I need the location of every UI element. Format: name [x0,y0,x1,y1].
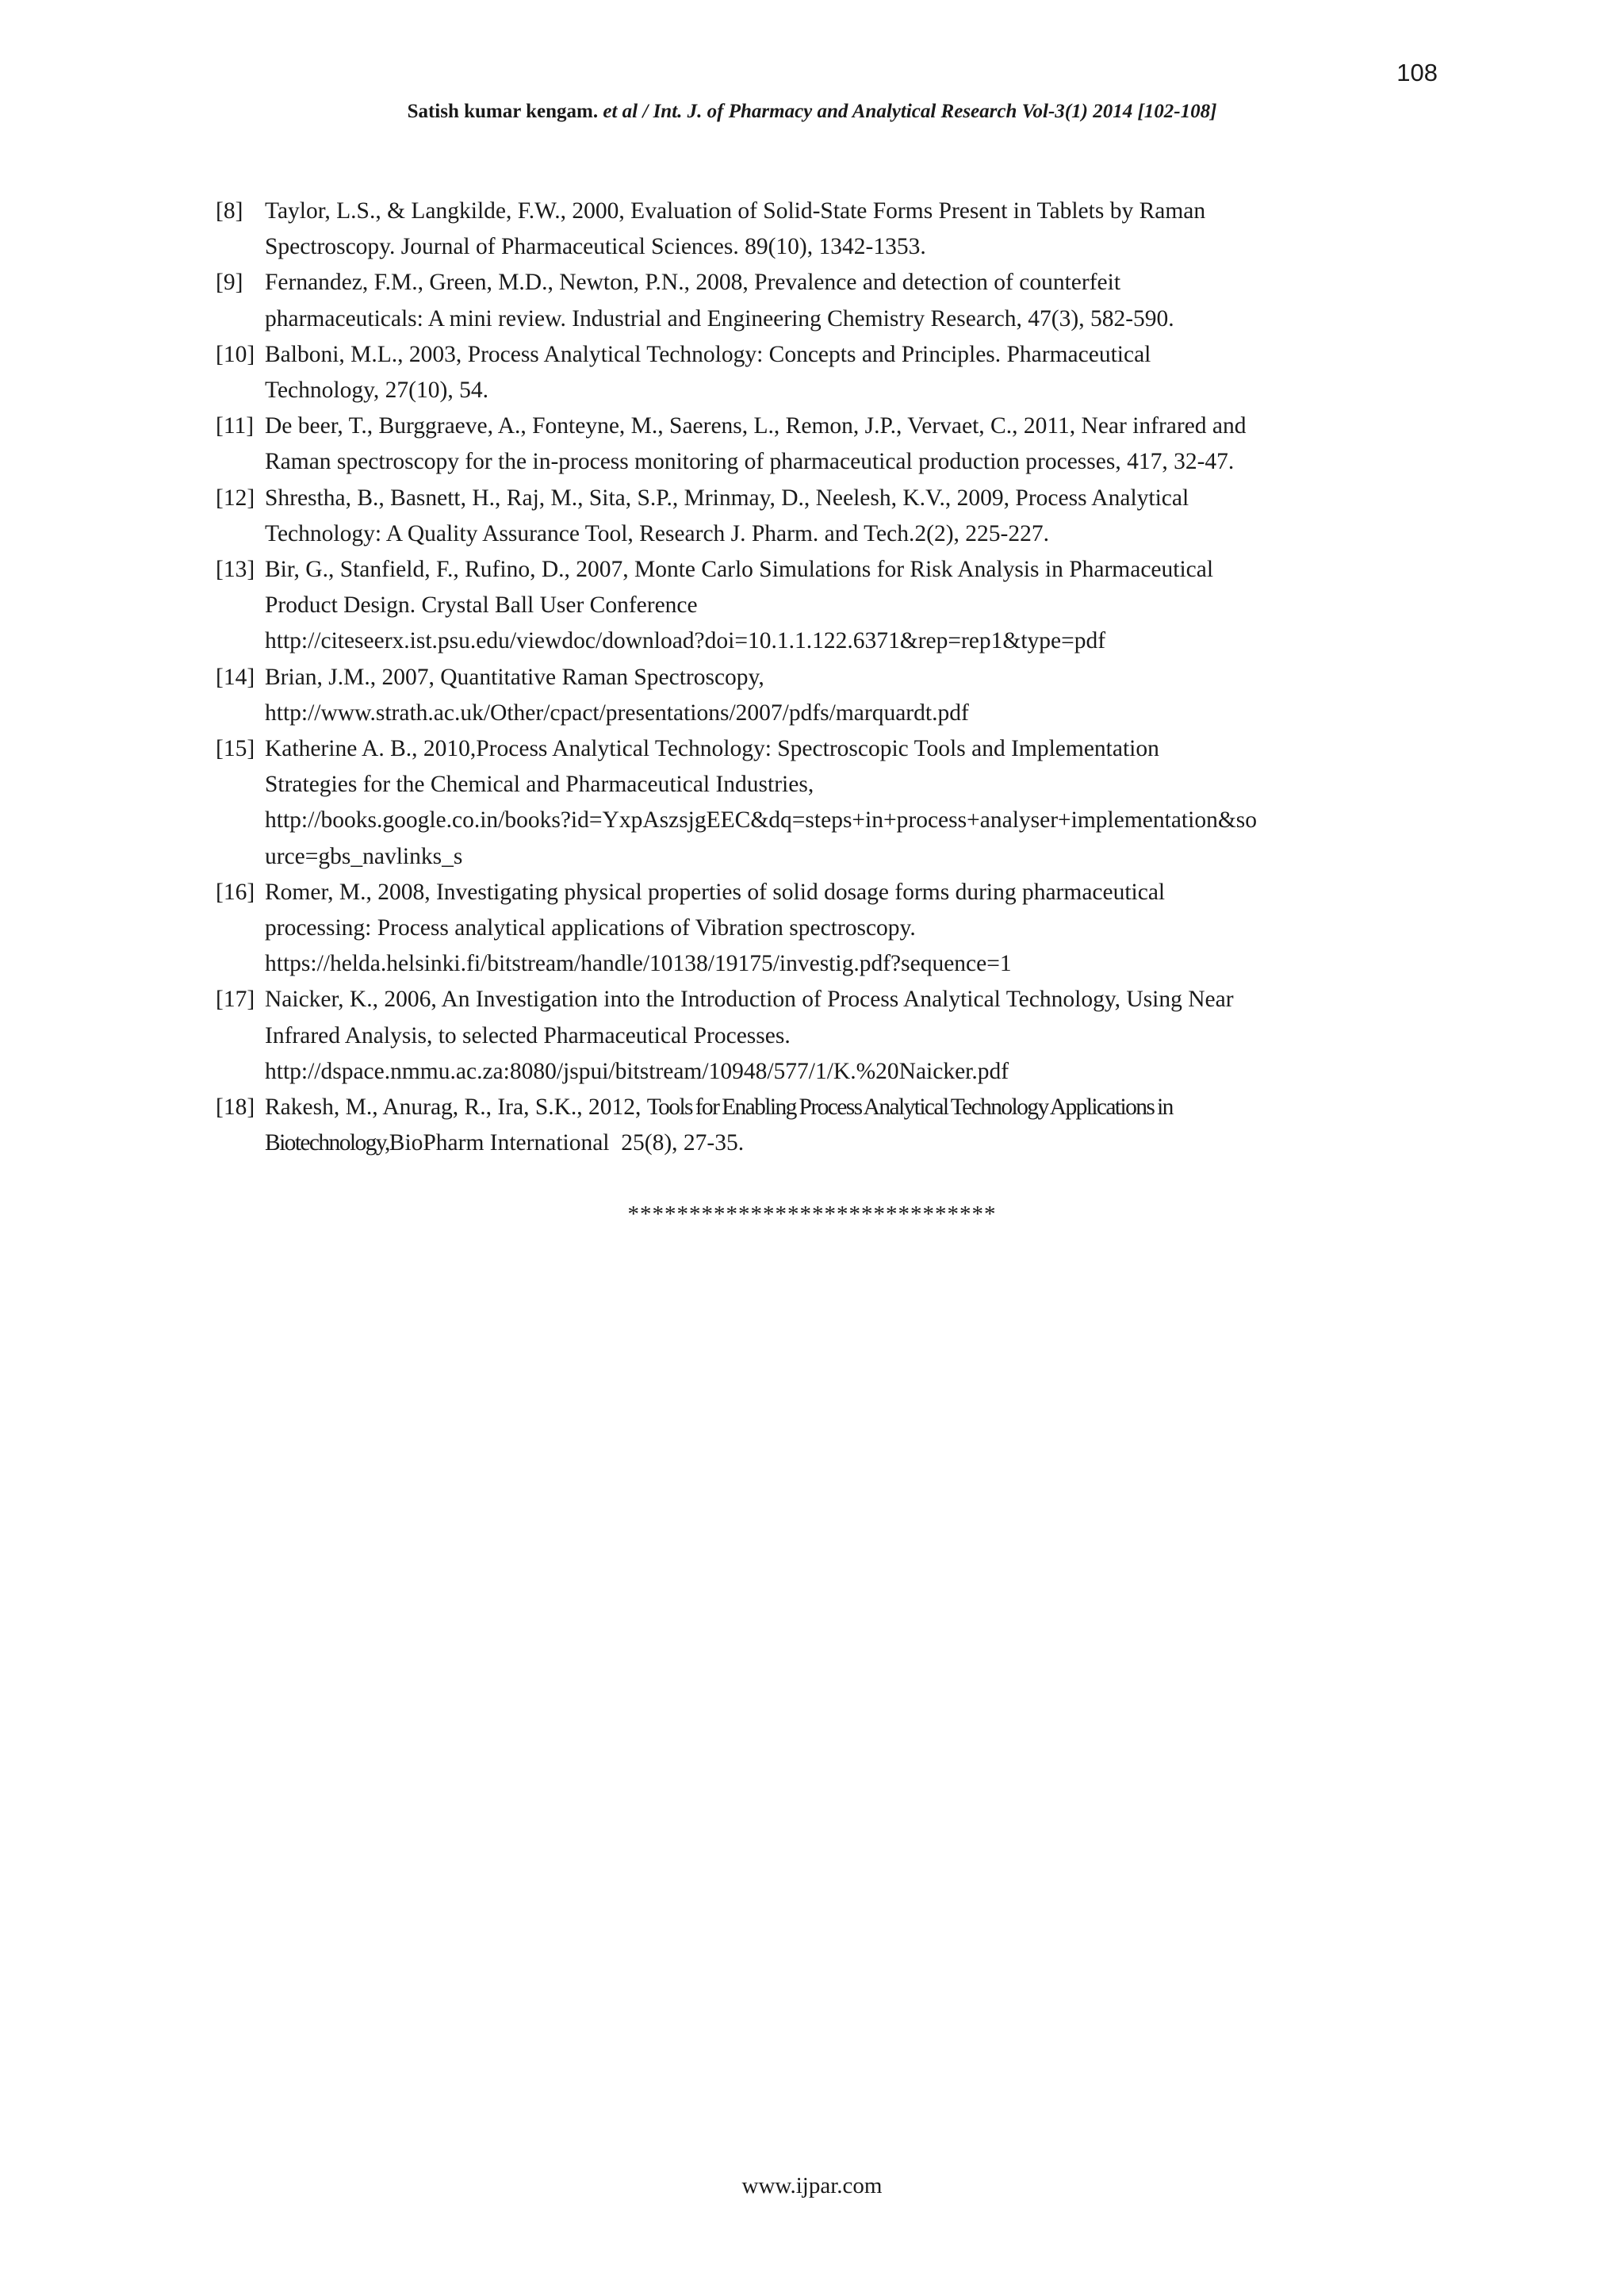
reference-line: Balboni, M.L., 2003, Process Analytical Technology: Concepts and Principles. Pharmaceutical [265,341,1151,367]
reference-line: processing: Process analytical applications of Vibration spectroscopy. [265,915,916,941]
reference-line: Brian, J.M., 2007, Quantitative Raman Spectroscopy, [265,664,764,690]
reference-line: Naicker, K., 2006, An Investigation into the Introduction of Process Analytical Technology, Using Near [265,987,1234,1013]
reference-number: [18] [216,1094,255,1121]
reference-line: De beer, T., Burggraeve, A., Fonteyne, M., Saerens, L., Remon, J.P., Vervaet, C., 2011, Near infrared and [265,413,1247,439]
reference-item [216,660,1437,731]
reference-item [216,982,1437,1090]
reference-number: [16] [216,879,255,905]
reference-line [265,1125,1437,1161]
reference-text [265,194,1437,265]
reference-title: Tools for Enabling Process Analytical Technology Applications in [646,1094,1173,1121]
reference-number: [17] [216,987,255,1013]
reference-url: http://dspace.nmmu.ac.za:8080/jspui/bitstream/10948/577/1/K.%20Naicker.pdf [265,1058,1009,1084]
reference-line: Taylor, L.S., & Langkilde, F.W., 2000, Evaluation of Solid-State Forms Present in Tablets by Raman [265,198,1206,224]
header-authors: Satish kumar kengam. [407,101,599,122]
reference-item [216,337,1437,408]
reference-item [216,1090,1437,1161]
reference-url: https://helda.helsinki.fi/bitstream/handle/10138/19175/investig.pdf?sequence=1 [265,951,1012,977]
reference-number: [9] [216,270,243,296]
reference-text [265,982,1437,1090]
reference-number: [12] [216,485,255,511]
reference-source: BioPharm International 25(8), 27-35. [389,1130,745,1156]
reference-text [265,660,1437,731]
reference-item [216,194,1437,265]
reference-line: Infrared Analysis, to selected Pharmaceutical Processes. [265,1022,791,1048]
reference-text [265,1090,1437,1161]
reference-line: pharmaceuticals: A mini review. Industrial and Engineering Chemistry Research, 47(3), 582-590. [265,305,1174,332]
reference-text [265,337,1437,408]
reference-number: [13] [216,557,255,583]
reference-authors: Rakesh, M., Anurag, R., Ira, S.K., 2012, [265,1094,642,1121]
reference-line: Shrestha, B., Basnett, H., Raj, M., Sita, S.P., Mrinmay, D., Neelesh, K.V., 2009, Process Analytical [265,485,1189,511]
reference-number: [11] [216,413,255,439]
footer-url: www.ijpar.com [741,2173,883,2198]
reference-line: Romer, M., 2008, Investigating physical properties of solid dosage forms during pharmaceutical [265,879,1166,905]
reference-item [216,875,1437,983]
reference-item [216,481,1437,552]
reference-url: urce=gbs_navlinks_s [265,843,463,869]
reference-line: Spectroscopy. Journal of Pharmaceutical Sciences. 89(10), 1342-1353. [265,234,926,260]
reference-item [216,265,1437,336]
reference-text [265,552,1437,660]
reference-line: Product Design. Crystal Ball User Conference [265,592,698,619]
header-citation: et al / Int. J. of Pharmacy and Analytical Research Vol-3(1) 2014 [102-108] [603,101,1217,122]
reference-text [265,265,1437,336]
page-number: 108 [1396,59,1438,86]
reference-list [216,194,1437,1161]
running-header [0,98,1624,125]
reference-text [265,408,1437,480]
reference-line: Technology: A Quality Assurance Tool, Research J. Pharm. and Tech.2(2), 225-227. [265,520,1049,546]
reference-text [265,875,1437,983]
reference-item [216,552,1437,660]
reference-line: Fernandez, F.M., Green, M.D., Newton, P.N., 2008, Prevalence and detection of counterfeit [265,270,1121,296]
reference-number: [10] [216,341,255,367]
reference-number: [14] [216,664,255,690]
reference-number: [8] [216,198,243,224]
reference-line: Raman spectroscopy for the in-process monitoring of pharmaceutical production processes, 417, 32-47. [265,449,1235,475]
reference-line [265,1090,1437,1125]
reference-number: [15] [216,736,255,762]
reference-line: Bir, G., Stanfield, F., Rufino, D., 2007, Monte Carlo Simulations for Risk Analysis in Pharmaceutical [265,557,1214,583]
end-marker: ****************************** [627,1202,997,1227]
reference-url: http://books.google.co.in/books?id=YxpAszsjgEEC&dq=steps+in+process+analyser+implementation&so [265,807,1257,834]
reference-line: Katherine A. B., 2010,Process Analytical Technology: Spectroscopic Tools and Implementation [265,736,1159,762]
reference-item [216,731,1437,875]
reference-url: http://www.strath.ac.uk/Other/cpact/presentations/2007/pdfs/marquardt.pdf [265,700,969,726]
reference-text [265,731,1437,875]
reference-line: Strategies for the Chemical and Pharmaceutical Industries, [265,772,814,798]
reference-title: Biotechnology, [265,1130,389,1156]
reference-url: http://citeseerx.ist.psu.edu/viewdoc/download?doi=10.1.1.122.6371&rep=rep1&type=pdf [265,628,1106,654]
reference-item [216,408,1437,480]
reference-text [265,481,1437,552]
reference-line: Technology, 27(10), 54. [265,378,488,404]
